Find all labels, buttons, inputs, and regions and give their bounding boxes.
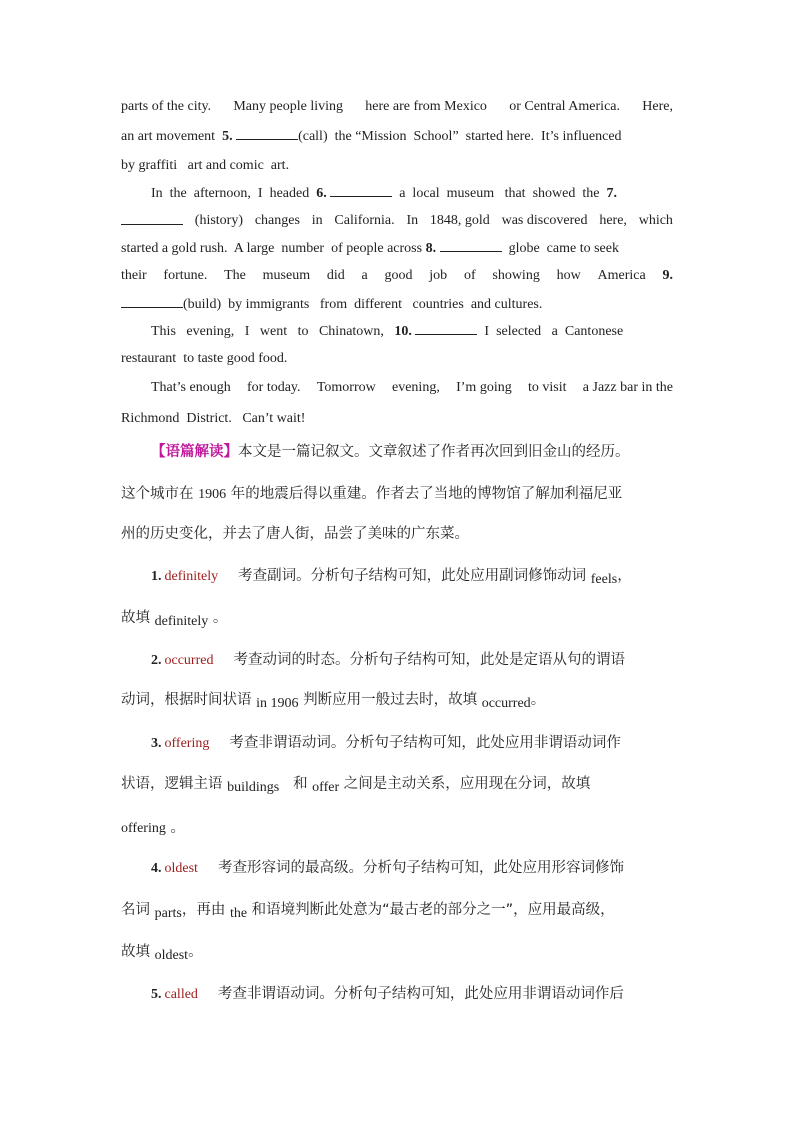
- answer-3-word: offering: [164, 736, 210, 751]
- answer-2-line-2: 动词，根据时间状语 in 1906 判断应用一般过去时，故填 occurred。: [121, 692, 546, 711]
- answer-2-line-1: 2. occurred 考查动词的时态。分析句子结构可知，此处是定语从句的谓语: [151, 652, 625, 668]
- analysis-intro-line-3: 州的历史变化，并去了唐人街，品尝了美味的广东菜。: [121, 526, 469, 542]
- blank-7[interactable]: [121, 212, 183, 225]
- answer-1-line-1: 1. definitely 考查副词。分析句子结构可知，此处应用副词修饰动词 feels，: [151, 568, 632, 587]
- blank-8[interactable]: [440, 239, 502, 252]
- blank-9[interactable]: [121, 295, 183, 308]
- passage-line-9: This evening, I went to Chinatown, 10. I selected a Cantonese: [151, 324, 624, 339]
- blank-10[interactable]: [415, 322, 477, 335]
- passage-line-12: Richmond District. Can’t wait!: [121, 411, 306, 426]
- passage-line-7: their fortune. The museum did a good job of showing how America 9.: [121, 268, 673, 283]
- analysis-intro-line-1: 【语篇解读】本文是一篇记叙文。文章叙述了作者再次回到旧金山的经历。: [151, 444, 630, 460]
- analysis-intro-line-2: 这个城市在 1906 年的地震后得以重建。作者去了当地的博物馆了解加利福尼亚: [121, 486, 623, 502]
- passage-line-8: (build) by immigrants from different countries and cultures.: [121, 295, 673, 314]
- answer-4-line-3: 故填 oldest。: [121, 944, 203, 963]
- answer-3-line-2: 状语，逻辑主语 buildings 和 offer 之间是主动关系，应用现在分词，故填: [121, 776, 591, 795]
- passage-line-1: parts of the city. Many people living here are from Mexico or Central America. Here,: [121, 99, 673, 114]
- answer-4-word: oldest: [164, 861, 198, 876]
- passage-line-6: started a gold rush. A large number of people across 8. globe came to seek: [121, 241, 619, 256]
- answer-4-line-1: 4. oldest 考查形容词的最高级。分析句子结构可知，此处应用形容词修饰: [151, 860, 624, 876]
- passage-line-11: That’s enough for today. Tomorrow evening, I’m going to visit a Jazz bar in the: [151, 380, 673, 395]
- answer-3-line-1: 3. offering 考查非谓语动词。分析句子结构可知，此处应用非谓语动词作: [151, 735, 621, 751]
- analysis-tag: 【语篇解读】: [151, 444, 238, 460]
- passage-line-10: restaurant to taste good food.: [121, 351, 288, 366]
- passage-line-4: In the afternoon, I headed 6. a local museum that showed the 7.: [151, 186, 617, 201]
- answer-1-word: definitely: [164, 569, 219, 584]
- passage-line-5: (history) changes in California. In 1848, gold was discovered here, which: [121, 212, 673, 230]
- answer-5-line-1: 5. called 考查非谓语动词。分析句子结构可知，此处应用非谓语动词作后: [151, 986, 624, 1002]
- answer-4-line-2: 名词 parts，再由 the 和语境判断此处意为“最古老的部分之一”，应用最高级，: [121, 902, 615, 921]
- answer-3-line-3: offering 。: [121, 820, 185, 836]
- passage-line-2: an art movement 5. (call) the “Mission School” started here. It’s influenced: [121, 129, 622, 144]
- passage-line-3: by graffiti art and comic art.: [121, 158, 290, 173]
- blank-6[interactable]: [330, 184, 392, 197]
- answer-5-word: called: [164, 987, 198, 1002]
- answer-2-word: occurred: [164, 653, 214, 668]
- blank-5[interactable]: [236, 127, 298, 140]
- answer-1-line-2: 故填 definitely 。: [121, 610, 228, 629]
